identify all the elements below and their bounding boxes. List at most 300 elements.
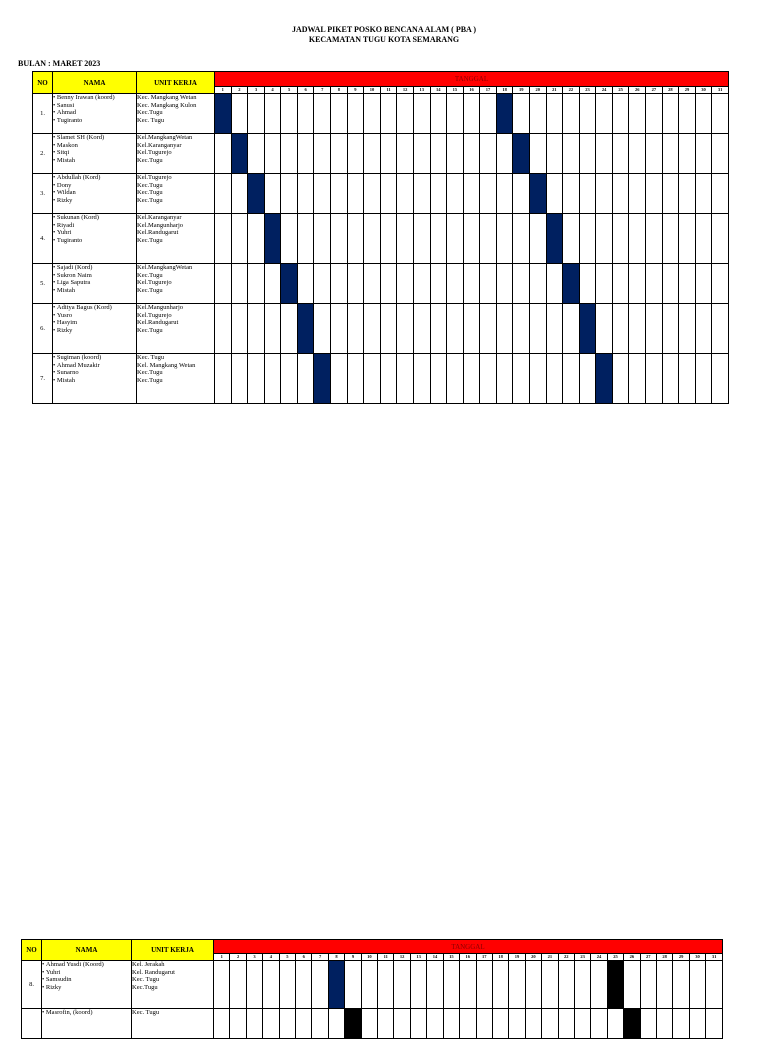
day-cell — [513, 174, 530, 214]
day-cell — [629, 174, 646, 214]
unit-name: Kec.Tugu — [137, 109, 163, 117]
day-cell — [361, 961, 377, 1009]
day-cell — [496, 304, 513, 354]
day-cell — [281, 214, 298, 264]
day-cell — [496, 134, 513, 174]
team-members — [53, 134, 137, 174]
day-cell — [364, 94, 381, 134]
unit-name: Kel.Tugurejo — [137, 279, 172, 287]
day-header: 17 — [480, 87, 497, 94]
day-cell — [612, 304, 629, 354]
day-cell — [231, 354, 248, 404]
day-cell — [413, 134, 430, 174]
day-cell — [264, 134, 281, 174]
day-cell — [430, 94, 447, 134]
duty-day-cell — [231, 134, 248, 174]
day-cell — [347, 304, 364, 354]
day-cell — [345, 961, 361, 1009]
day-header: 15 — [447, 87, 464, 94]
day-cell — [264, 304, 281, 354]
day-cell — [476, 961, 492, 1009]
unit-name: Kec.Tugu — [137, 189, 163, 197]
day-header: 2 — [230, 954, 246, 961]
day-cell — [579, 134, 596, 174]
duty-day-cell — [529, 174, 546, 214]
team-number: 1. — [33, 94, 53, 134]
day-cell — [297, 354, 314, 404]
day-header: 5 — [279, 954, 295, 961]
duty-day-cell — [215, 94, 232, 134]
day-header: 8 — [328, 954, 344, 961]
unit-name: Kel.Tugurejo — [137, 174, 172, 181]
day-header: 29 — [673, 954, 689, 961]
day-cell — [662, 264, 679, 304]
day-cell — [297, 174, 314, 214]
day-cell — [546, 354, 563, 404]
day-cell — [662, 354, 679, 404]
day-header: 25 — [612, 87, 629, 94]
day-cell — [364, 134, 381, 174]
duty-day-cell — [281, 264, 298, 304]
day-cell — [629, 354, 646, 404]
day-cell — [695, 134, 712, 174]
day-header: 3 — [246, 954, 262, 961]
member-name: • Tugiranto — [53, 117, 136, 125]
duty-day-cell — [579, 304, 596, 354]
team-units — [137, 304, 215, 354]
day-cell — [413, 304, 430, 354]
day-header: 18 — [492, 954, 508, 961]
member-name: • Benny Irawan (koord) — [53, 94, 136, 102]
team-row — [33, 354, 729, 404]
day-cell — [480, 174, 497, 214]
day-cell — [574, 961, 590, 1009]
day-cell — [314, 174, 331, 214]
day-cell — [612, 214, 629, 264]
member-name: • Yuhri — [42, 969, 131, 977]
day-cell — [529, 214, 546, 264]
day-cell — [480, 264, 497, 304]
schedule-table-top — [32, 71, 729, 404]
day-cell — [331, 174, 348, 214]
duty-day-cell — [607, 961, 623, 1009]
day-cell — [712, 94, 729, 134]
day-cell — [662, 94, 679, 134]
header-unit-kerja: UNIT KERJA — [132, 940, 214, 961]
day-header: 20 — [525, 954, 541, 961]
unit-name: Kec.Tugu — [137, 236, 163, 244]
team-members — [53, 174, 137, 214]
day-header: 5 — [281, 87, 298, 94]
day-cell — [513, 304, 530, 354]
day-cell — [314, 94, 331, 134]
day-cell — [480, 94, 497, 134]
team-row — [33, 264, 729, 304]
day-cell — [347, 354, 364, 404]
day-header: 7 — [312, 954, 328, 961]
header-tanggal: TANGGAL — [214, 940, 723, 954]
member-name: • Rizky — [53, 197, 136, 205]
day-cell — [248, 354, 265, 404]
day-cell — [546, 264, 563, 304]
team-row — [33, 304, 729, 354]
team-number: 5. — [33, 264, 53, 304]
day-cell — [679, 94, 696, 134]
day-header: 11 — [380, 87, 397, 94]
day-cell — [546, 94, 563, 134]
day-cell — [496, 174, 513, 214]
day-cell — [513, 94, 530, 134]
unit-name: Kec.Tugu — [137, 196, 163, 204]
unit-name: Kel.Tugurejo — [137, 149, 172, 157]
day-cell — [430, 134, 447, 174]
day-cell — [331, 134, 348, 174]
team-members — [53, 304, 137, 354]
day-header: 12 — [397, 87, 414, 94]
day-header: 30 — [695, 87, 712, 94]
header-tanggal: TANGGAL — [215, 72, 729, 87]
day-cell — [513, 214, 530, 264]
day-header: 9 — [345, 954, 361, 961]
day-cell — [496, 214, 513, 264]
day-cell — [215, 354, 232, 404]
day-header: 1 — [215, 87, 232, 94]
day-cell — [679, 174, 696, 214]
team-row — [33, 174, 729, 214]
day-cell — [413, 94, 430, 134]
day-cell — [542, 961, 558, 1009]
day-cell — [492, 961, 508, 1009]
day-cell — [480, 134, 497, 174]
unit-name: Kec. Tugu — [137, 354, 165, 361]
day-cell — [629, 94, 646, 134]
member-name: • Mistah — [53, 377, 136, 385]
team-row — [33, 134, 729, 174]
header-nama: NAMA — [53, 72, 137, 94]
day-cell — [297, 264, 314, 304]
day-cell — [264, 94, 281, 134]
day-cell — [463, 94, 480, 134]
day-cell — [563, 304, 580, 354]
day-header: 29 — [679, 87, 696, 94]
day-cell — [413, 174, 430, 214]
day-cell — [695, 354, 712, 404]
member-name: • Masrofin, (koord) — [42, 1009, 131, 1017]
day-header: 10 — [364, 87, 381, 94]
day-cell — [380, 214, 397, 264]
day-cell — [712, 354, 729, 404]
unit-name: Kel. Mangkang Wetan — [137, 361, 196, 369]
day-cell — [612, 264, 629, 304]
day-header: 16 — [460, 954, 476, 961]
day-cell — [380, 264, 397, 304]
day-cell — [563, 94, 580, 134]
day-cell — [347, 94, 364, 134]
day-cell — [380, 304, 397, 354]
day-cell — [525, 961, 541, 1009]
day-cell — [529, 264, 546, 304]
day-cell — [246, 961, 262, 1009]
day-cell — [646, 354, 663, 404]
day-cell — [427, 961, 443, 1009]
duty-day-cell — [297, 304, 314, 354]
day-cell — [248, 304, 265, 354]
day-cell — [712, 214, 729, 264]
day-cell — [679, 354, 696, 404]
member-name: • Ahmad Yusdi (Koord) — [42, 961, 131, 969]
member-name: • Aditya Bagus (Kord) — [53, 304, 136, 312]
day-cell — [596, 174, 613, 214]
duty-day-cell — [314, 354, 331, 404]
member-name: • Abdullah (Kord) — [53, 174, 136, 182]
day-header: 11 — [378, 954, 394, 961]
day-cell — [231, 264, 248, 304]
day-cell — [413, 264, 430, 304]
day-header: 13 — [413, 87, 430, 94]
day-cell — [447, 304, 464, 354]
day-cell — [281, 354, 298, 404]
day-header: 17 — [476, 954, 492, 961]
day-header: 23 — [579, 87, 596, 94]
day-cell — [546, 174, 563, 214]
day-cell — [679, 134, 696, 174]
day-cell — [629, 134, 646, 174]
duty-day-cell — [496, 94, 513, 134]
member-name: • Hasyim — [53, 319, 136, 327]
day-cell — [397, 354, 414, 404]
day-cell — [215, 214, 232, 264]
day-cell — [579, 94, 596, 134]
day-header: 22 — [563, 87, 580, 94]
team-units — [137, 214, 215, 264]
day-cell — [364, 174, 381, 214]
team-row — [22, 961, 723, 1009]
member-name: • Mistah — [53, 157, 136, 165]
day-cell — [679, 304, 696, 354]
day-cell — [264, 174, 281, 214]
team-members — [53, 94, 137, 134]
team-number: 3. — [33, 174, 53, 214]
team-members — [53, 354, 137, 404]
day-cell — [281, 94, 298, 134]
day-cell — [413, 214, 430, 264]
day-header: 3 — [248, 87, 265, 94]
member-name: • Slamet SH (Kord) — [53, 134, 136, 142]
day-header: 31 — [712, 87, 729, 94]
member-name: • Tugiranto — [53, 237, 136, 245]
team-units — [137, 264, 215, 304]
day-header: 4 — [264, 87, 281, 94]
day-header: 24 — [596, 87, 613, 94]
day-cell — [314, 214, 331, 264]
day-header: 2 — [231, 87, 248, 94]
day-cell — [596, 134, 613, 174]
unit-name: Kel. Randugarut — [132, 968, 175, 976]
team-number: 6. — [33, 304, 53, 354]
day-cell — [640, 961, 656, 1009]
unit-name: Kel.MangkangWetan — [137, 134, 193, 141]
day-header: 30 — [689, 954, 705, 961]
member-name: • Wildan — [53, 189, 136, 197]
day-header: 28 — [662, 87, 679, 94]
day-cell — [673, 961, 689, 1009]
unit-name: Kec.Tugu — [137, 326, 163, 334]
day-cell — [380, 354, 397, 404]
day-cell — [624, 961, 640, 1009]
document-subtitle: KECAMATAN TUGU KOTA SEMARANG — [308, 35, 460, 44]
day-cell — [447, 94, 464, 134]
duty-day-cell — [563, 264, 580, 304]
member-name: • Ahmad Muzakir — [53, 362, 136, 370]
day-cell — [397, 134, 414, 174]
day-cell — [331, 94, 348, 134]
day-header: 6 — [296, 954, 312, 961]
member-name: • Sukunan (Kord) — [53, 214, 136, 222]
day-header: 20 — [529, 87, 546, 94]
day-cell — [656, 961, 672, 1009]
day-header: 19 — [513, 87, 530, 94]
member-name: • Sajadi (Kord) — [53, 264, 136, 272]
day-cell — [413, 354, 430, 404]
day-cell — [612, 94, 629, 134]
day-cell — [347, 134, 364, 174]
day-cell — [695, 304, 712, 354]
team-members — [53, 214, 137, 264]
day-cell — [230, 961, 246, 1009]
team-units — [137, 174, 215, 214]
member-name: • Yuhri — [53, 229, 136, 237]
day-header: 12 — [394, 954, 410, 961]
unit-name: Kel.Randugarut — [137, 229, 179, 237]
day-cell — [712, 134, 729, 174]
unit-name: Kec.Tugu — [132, 983, 158, 991]
member-name: • Maskon — [53, 142, 136, 150]
day-cell — [447, 214, 464, 264]
team-units — [137, 94, 215, 134]
day-cell — [662, 134, 679, 174]
day-cell — [579, 174, 596, 214]
day-header: 9 — [347, 87, 364, 94]
unit-name: Kel.Randugarut — [137, 319, 179, 327]
day-cell — [364, 304, 381, 354]
day-header: 21 — [546, 87, 563, 94]
unit-name: Kel.Tugurejo — [137, 311, 172, 319]
team-number: 8. — [22, 961, 42, 1009]
day-cell — [579, 214, 596, 264]
day-cell — [463, 264, 480, 304]
day-cell — [331, 264, 348, 304]
day-cell — [463, 354, 480, 404]
day-cell — [513, 354, 530, 404]
day-cell — [662, 174, 679, 214]
day-cell — [264, 264, 281, 304]
day-cell — [248, 94, 265, 134]
day-header: 19 — [509, 954, 525, 961]
day-cell — [596, 214, 613, 264]
day-cell — [264, 354, 281, 404]
day-cell — [347, 264, 364, 304]
day-header: 27 — [640, 954, 656, 961]
header-no: NO — [33, 72, 53, 94]
member-name: • Yusro — [53, 312, 136, 320]
member-name: • Riyadi — [53, 222, 136, 230]
day-cell — [463, 214, 480, 264]
day-cell — [314, 134, 331, 174]
duty-day-cell — [513, 134, 530, 174]
day-header: 14 — [427, 954, 443, 961]
unit-name: Kec. Tugu — [137, 116, 165, 124]
duty-day-cell — [328, 961, 344, 1009]
day-cell — [679, 214, 696, 264]
day-header: 4 — [263, 954, 279, 961]
day-cell — [629, 214, 646, 264]
day-cell — [314, 304, 331, 354]
day-cell — [529, 354, 546, 404]
day-cell — [513, 264, 530, 304]
team-number: 2. — [33, 134, 53, 174]
day-cell — [297, 214, 314, 264]
day-cell — [364, 264, 381, 304]
day-cell — [297, 134, 314, 174]
day-cell — [331, 214, 348, 264]
day-cell — [646, 304, 663, 354]
day-cell — [248, 214, 265, 264]
day-header: 15 — [443, 954, 459, 961]
day-cell — [496, 354, 513, 404]
member-name: • Liga Saputra — [53, 279, 136, 287]
day-cell — [331, 354, 348, 404]
day-cell — [296, 961, 312, 1009]
day-header: 18 — [496, 87, 513, 94]
team-number: 7. — [33, 354, 53, 404]
duty-day-cell — [264, 214, 281, 264]
day-cell — [430, 264, 447, 304]
day-cell — [463, 304, 480, 354]
unit-name: Kec.Tugu — [137, 181, 163, 189]
day-cell — [364, 354, 381, 404]
duty-day-cell — [596, 354, 613, 404]
day-cell — [281, 304, 298, 354]
duty-day-cell — [248, 174, 265, 214]
day-cell — [447, 134, 464, 174]
day-cell — [410, 961, 426, 1009]
team-row — [33, 94, 729, 134]
day-cell — [463, 134, 480, 174]
day-header: 16 — [463, 87, 480, 94]
day-cell — [248, 134, 265, 174]
day-cell — [281, 134, 298, 174]
day-header: 6 — [297, 87, 314, 94]
day-cell — [397, 304, 414, 354]
unit-name: Kec. Tugu — [132, 976, 160, 984]
day-cell — [380, 94, 397, 134]
day-header: 14 — [430, 87, 447, 94]
unit-name: Kec.Tugu — [137, 286, 163, 294]
day-cell — [579, 264, 596, 304]
day-cell — [347, 214, 364, 264]
day-cell — [397, 174, 414, 214]
day-cell — [646, 134, 663, 174]
day-header: 26 — [629, 87, 646, 94]
day-cell — [496, 264, 513, 304]
day-cell — [231, 174, 248, 214]
team-units — [137, 134, 215, 174]
day-cell — [460, 961, 476, 1009]
day-cell — [596, 94, 613, 134]
day-cell — [215, 304, 232, 354]
member-name: • Sitqi — [53, 149, 136, 157]
day-cell — [331, 304, 348, 354]
